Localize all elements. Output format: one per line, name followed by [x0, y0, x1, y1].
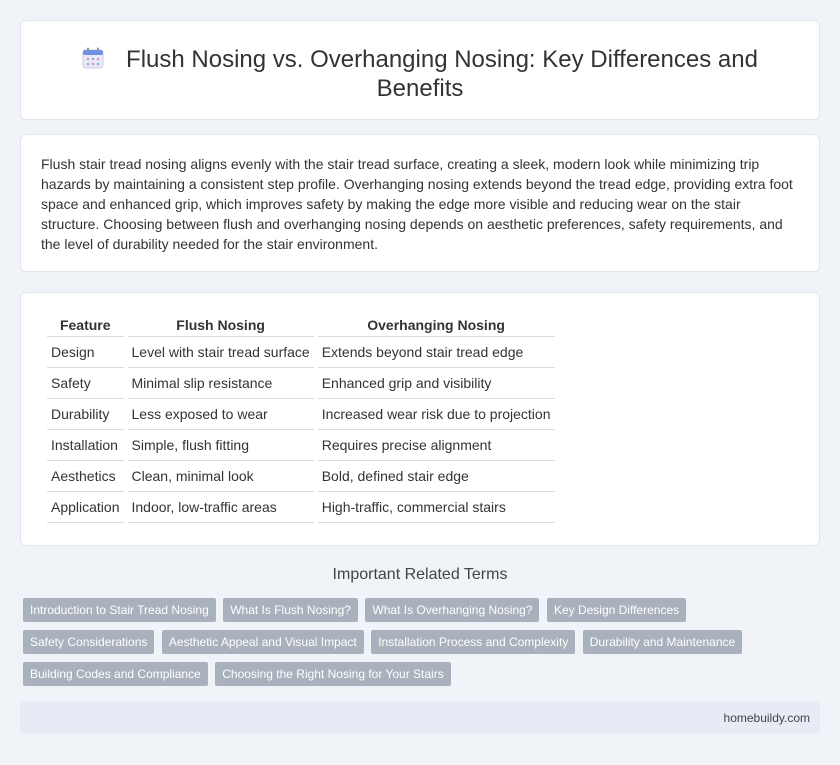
table-cell: Simple, flush fitting [128, 430, 314, 461]
table-row [47, 368, 555, 399]
table-cell: Design [47, 337, 124, 368]
table-row [47, 461, 555, 492]
table-cell: Increased wear risk due to projection [318, 399, 555, 430]
column-header: Overhanging Nosing [318, 314, 555, 337]
related-term-tag[interactable]: What Is Overhanging Nosing? [365, 598, 539, 622]
related-term-tag[interactable]: Installation Process and Complexity [371, 630, 575, 654]
table-cell: Installation [47, 430, 124, 461]
table-cell: Application [47, 492, 124, 523]
table-row [47, 337, 555, 368]
page-title-row [21, 45, 819, 103]
related-term-tag[interactable]: Building Codes and Compliance [23, 662, 208, 686]
related-term-tag[interactable]: Aesthetic Appeal and Visual Impact [162, 630, 364, 654]
table-cell: Enhanced grip and visibility [318, 368, 555, 399]
comparison-card [20, 292, 820, 546]
related-terms-list [23, 598, 803, 694]
table-header-row [47, 314, 555, 337]
table-cell: Safety [47, 368, 124, 399]
table-row [47, 430, 555, 461]
table-cell: Aesthetics [47, 461, 124, 492]
footer [20, 702, 820, 734]
table-cell: Extends beyond stair tread edge [318, 337, 555, 368]
comparison-table [43, 314, 559, 523]
table-cell: High-traffic, commercial stairs [318, 492, 555, 523]
related-term-tag[interactable]: Durability and Maintenance [583, 630, 742, 654]
table-cell: Durability [47, 399, 124, 430]
column-header: Flush Nosing [128, 314, 314, 337]
related-term-tag[interactable]: Key Design Differences [547, 598, 686, 622]
table-cell: Less exposed to wear [128, 399, 314, 430]
column-header: Feature [47, 314, 124, 337]
table-cell: Bold, defined stair edge [318, 461, 555, 492]
calendar-icon [82, 47, 104, 69]
table-row [47, 399, 555, 430]
table-cell: Clean, minimal look [128, 461, 314, 492]
related-term-tag[interactable]: What Is Flush Nosing? [223, 598, 358, 622]
related-term-tag[interactable]: Safety Considerations [23, 630, 154, 654]
intro-paragraph: Flush stair tread nosing aligns evenly with the stair tread surface, creating a sleek, modern look while minimizing trip hazards by maintaining a consistent step profile. Overhanging nosing extends beyond the tread edge, providing extra foot space and enhanced grip, which improves safety by making the edge more visible and reducing wear on the stair structure. Choosing between flush and overhanging nosing depends on aesthetic preferences, safety requirements, and the level of durability needed for the stair environment. [41, 156, 793, 252]
table-cell: Requires precise alignment [318, 430, 555, 461]
table-cell: Level with stair tread surface [128, 337, 314, 368]
page-title: Flush Nosing vs. Overhanging Nosing: Key Differences and Benefits [126, 46, 758, 102]
table-cell: Indoor, low-traffic areas [128, 492, 314, 523]
table-row [47, 492, 555, 523]
related-terms-heading: Important Related Terms [332, 566, 508, 583]
related-term-tag[interactable]: Choosing the Right Nosing for Your Stairs [215, 662, 450, 686]
intro-card [20, 134, 820, 272]
related-term-tag[interactable]: Introduction to Stair Tread Nosing [23, 598, 216, 622]
table-cell: Minimal slip resistance [128, 368, 314, 399]
title-card [20, 20, 820, 120]
footer-site-name: homebuildy.com [723, 711, 810, 725]
